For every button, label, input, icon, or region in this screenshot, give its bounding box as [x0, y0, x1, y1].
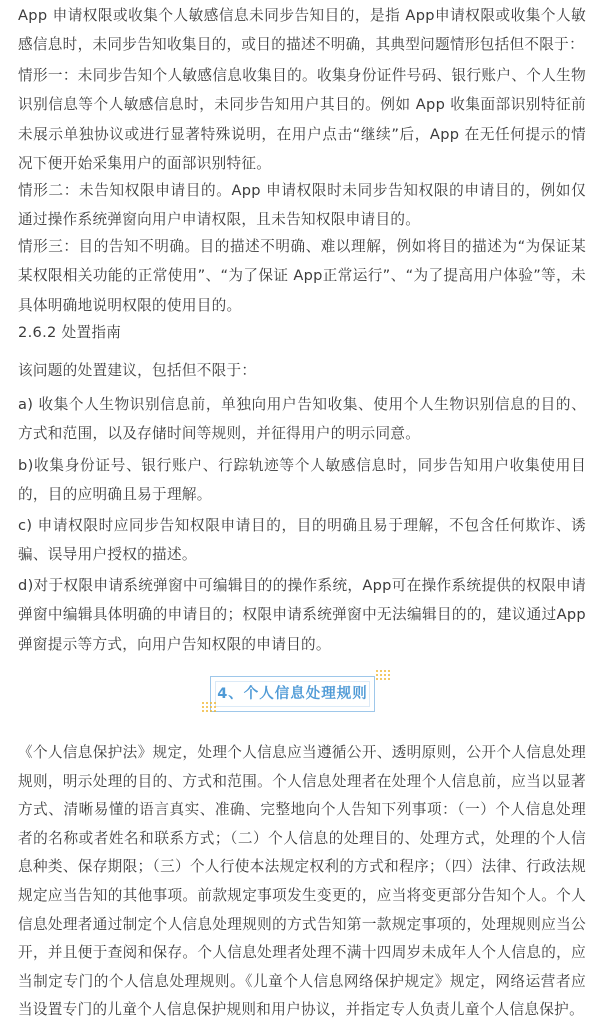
section-title-banner — [210, 676, 375, 712]
suggestion-intro-paragraph: 该问题的处置建议，包括但不限于： — [18, 362, 257, 379]
case-three-paragraph: 情形三：目的告知不明确。目的描述不明确、难以理解，例如将目的描述为“为保证某某权限相关功能的正常使用”、“为了保证 App正常运行”、“为了提高用户体验”等，未具体明确地说明权限的使用目的。 — [18, 238, 586, 314]
section-title: 4、个人信息处理规则 — [217, 686, 368, 702]
law-paragraph: 《个人信息保护法》规定，处理个人信息应当遵循公开、透明原则，公开个人信息处理规则，明示处理的目的、方式和范围。个人信息处理者在处理个人信息前，应当以显著方式、清晰易懂的语言真实、准确、完整地向个人告知下列事项：（一）个人信息处理者的名称或者姓名和联系方式；（二）个人信息的处理目的、处理方式，处理的个人信息种类、保存期限；（三）个人行使本法规定权利的方式和程序；（四）法律、行政法规规定应当告知的其他事项。前款规定事项发生变更的，应当将变更部分告知个人。个人信息处理者通过制定个人信息处理规则的方式告知第一款规定事项的，处理规则应当公开，并且便于查阅和保存。个人信息处理者处理不满十四周岁未成年人个人信息的，应当制定专门的个人信息处理规则。《儿童个人信息网络保护规定》规定，网络运营者应当设置专门的儿童个人信息保护规则和用户协议，并指定专人负责儿童个人信息保护。 — [18, 744, 586, 1019]
suggestion-item-c: c) 申请权限时应同步告知权限申请目的，目的明确且易于理解，不包含任何欺诈、诱骗、误导用户授权的描述。 — [18, 517, 586, 564]
banner-dots-top-right-decoration — [376, 670, 392, 684]
intro-paragraph: App 申请权限或收集个人敏感信息未同步告知目的，是指 App申请权限或收集个人敏感信息时，未同步告知收集目的，或目的描述不明确，其典型问题情形包括但不限于： — [18, 7, 586, 54]
suggestion-item-d: d)对于权限申请系统弹窗中可编辑目的的操作系统，App可在操作系统提供的权限申请弹窗中编辑具体明确的申请目的；权限申请系统弹窗中无法编辑目的的，建议通过App弹窗提示等方式，向用户告知权限的申请目的。 — [18, 577, 586, 653]
subsection-heading: 2.6.2 处置指南 — [18, 324, 122, 341]
suggestion-item-a: a) 收集个人生物识别信息前，单独向用户告知收集、使用个人生物识别信息的目的、方式和范围，以及存储时间等规则，并征得用户的明示同意。 — [18, 396, 586, 443]
case-two-paragraph: 情形二：未告知权限申请目的。App 申请权限时未同步告知权限的申请目的，例如仅通过操作系统弹窗向用户申请权限，且未告知权限申请目的。 — [18, 182, 586, 229]
case-one-paragraph: 情形一：未同步告知个人敏感信息收集目的。收集身份证件号码、银行账户、个人生物识别信息等个人敏感信息时，未同步告知用户其目的。例如 App 收集面部识别特征前未展示单独协议或进行显著特殊说明，在用户点击“继续”后，App 在无任何提示的情况下便开始采集用户的面部识别特征。 — [18, 67, 586, 173]
suggestion-item-b: b)收集身份证号、银行账户、行踪轨迹等个人敏感信息时，同步告知用户收集使用目的，目的应明确且易于理解。 — [18, 457, 586, 504]
